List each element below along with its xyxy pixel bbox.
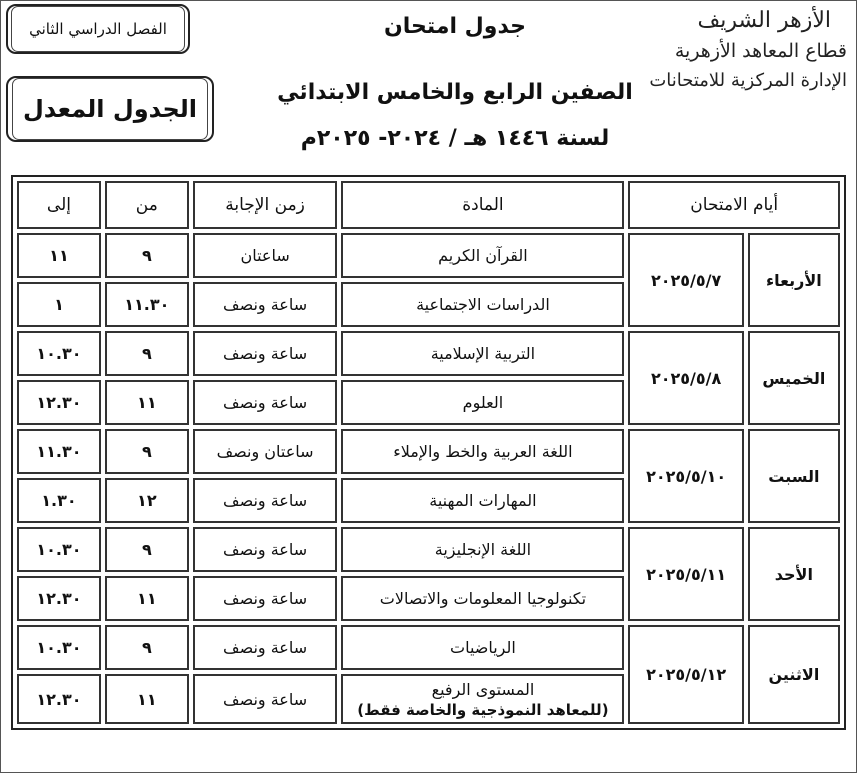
duration-cell: ساعة ونصف	[193, 331, 338, 376]
duration-cell: ساعة ونصف	[193, 625, 338, 670]
from-cell: ٩	[105, 233, 189, 278]
from-cell: ١١	[105, 576, 189, 621]
logo-line-admin: الإدارة المركزية للامتحانات	[649, 70, 847, 91]
subject-cell	[341, 576, 624, 621]
year-title: لسنة ١٤٤٦ هـ / ٢٠٢٤- ٢٠٢٥م	[300, 126, 610, 151]
logo-line-sector: قطاع المعاهد الأزهرية	[674, 40, 847, 62]
to-cell: ١١.٣٠	[17, 429, 101, 474]
duration-cell: ساعتان	[193, 233, 338, 278]
day-cell: الأحد	[748, 527, 840, 621]
header-duration: زمن الإجابة	[193, 181, 338, 229]
from-cell: ١١	[105, 380, 189, 425]
subject-name: التربية الإسلامية	[430, 344, 536, 363]
subject-cell	[341, 527, 624, 572]
from-cell: ٩	[105, 625, 189, 670]
date-cell: ٢٠٢٥/٥/٨	[628, 331, 743, 425]
subject-name: القرآن الكريم	[438, 246, 528, 265]
date-cell: ٢٠٢٥/٥/٧	[628, 233, 743, 327]
subject-name: اللغة الإنجليزية	[434, 540, 532, 559]
to-cell: ١١	[17, 233, 101, 278]
duration-cell: ساعة ونصف	[193, 576, 338, 621]
duration-cell: ساعة ونصف	[193, 478, 338, 523]
header-from: من	[105, 181, 189, 229]
day-cell: السبت	[748, 429, 840, 523]
to-cell: ١	[17, 282, 101, 327]
subject-note: (للمعاهد النموذجية والخاصة فقط)	[357, 700, 609, 719]
subject-cell	[341, 429, 624, 474]
subject-cell	[341, 625, 624, 670]
subject-name: المهارات المهنية	[429, 491, 537, 510]
to-cell: ١٢.٣٠	[17, 576, 101, 621]
subject-cell	[341, 233, 624, 278]
subject-cell	[341, 380, 624, 425]
to-cell: ١٢.٣٠	[17, 380, 101, 425]
duration-cell: ساعتان ونصف	[193, 429, 338, 474]
from-cell: ١٢	[105, 478, 189, 523]
from-cell: ٩	[105, 527, 189, 572]
day-cell: الأربعاء	[748, 233, 840, 327]
duration-cell: ساعة ونصف	[193, 674, 338, 724]
revised-box	[6, 76, 214, 142]
semester-box	[6, 4, 190, 54]
from-cell: ٩	[105, 429, 189, 474]
from-cell: ٩	[105, 331, 189, 376]
schedule-body	[17, 233, 840, 724]
table-row	[17, 331, 840, 376]
grades-title: الصفين الرابع والخامس الابتدائي	[277, 80, 633, 105]
date-cell: ٢٠٢٥/٥/١٢	[628, 625, 743, 724]
duration-cell: ساعة ونصف	[193, 527, 338, 572]
from-cell: ١١.٣٠	[105, 282, 189, 327]
day-cell: الخميس	[748, 331, 840, 425]
day-cell: الاثنين	[748, 625, 840, 724]
table-row	[17, 429, 840, 474]
subject-name: تكنولوجيا المعلومات والاتصالات	[379, 589, 587, 608]
subject-name: المستوى الرفيع	[431, 679, 535, 699]
duration-cell: ساعة ونصف	[193, 282, 338, 327]
subject-cell	[341, 478, 624, 523]
subject-name: العلوم	[462, 393, 504, 412]
header-to: إلى	[17, 181, 101, 229]
date-cell: ٢٠٢٥/٥/١٠	[628, 429, 743, 523]
header-days: أيام الامتحان	[628, 181, 840, 229]
duration-cell: ساعة ونصف	[193, 380, 338, 425]
from-cell: ١١	[105, 674, 189, 724]
to-cell: ١٢.٣٠	[17, 674, 101, 724]
header-subject: المادة	[341, 181, 624, 229]
table-header-row	[17, 181, 840, 229]
table-row	[17, 625, 840, 670]
subject-name: اللغة العربية والخط والإملاء	[393, 442, 573, 461]
subject-cell	[341, 282, 624, 327]
subject-name: الدراسات الاجتماعية	[416, 295, 550, 314]
table-row	[17, 527, 840, 572]
to-cell: ١٠.٣٠	[17, 527, 101, 572]
subject-cell	[341, 674, 624, 724]
subject-name: الرياضيات	[450, 638, 516, 657]
exam-schedule-table	[11, 175, 846, 730]
to-cell: ١.٣٠	[17, 478, 101, 523]
revised-label: الجدول المعدل	[12, 78, 208, 140]
subject-cell	[341, 331, 624, 376]
semester-label: الفصل الدراسي الثاني	[11, 6, 185, 52]
logo-line-azhar: الأزهر الشريف	[697, 8, 831, 33]
date-cell: ٢٠٢٥/٥/١١	[628, 527, 743, 621]
table-row	[17, 233, 840, 278]
to-cell: ١٠.٣٠	[17, 331, 101, 376]
exam-title: جدول امتحان	[383, 14, 527, 39]
to-cell: ١٠.٣٠	[17, 625, 101, 670]
